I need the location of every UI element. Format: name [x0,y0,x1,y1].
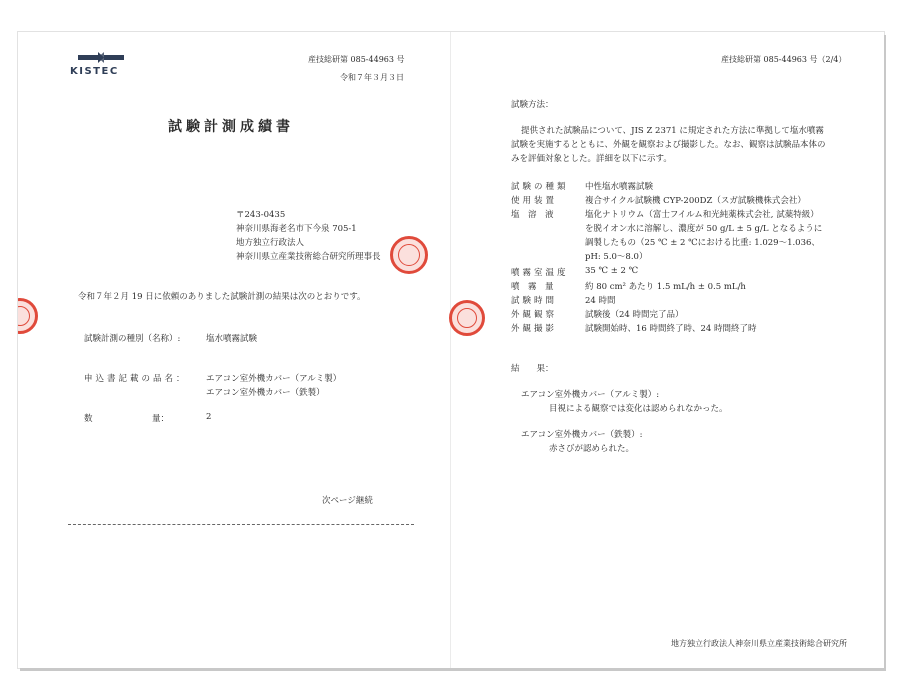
condition-value: 35 ℃ ± 2 ℃ [585,266,639,276]
condition-label: 外観撮影 [511,324,558,334]
field-label: 申込書記載の品名： [84,374,188,384]
continued-note: 次ページ継続 [322,496,373,506]
institute-footer: 地方独立行政法人神奈川県立産業技術総合研究所 [671,639,847,648]
condition-value: 複合サイクル試験機 CYP-200DZ（スガ試験機株式会社） [585,196,806,206]
condition-label: 噴 霧 量 [511,282,554,292]
result-item: エアコン室外機カバー（鉄製）: [521,430,643,440]
field-value: エアコン室外機カバー（アルミ製） [206,374,342,384]
address-line: 神奈川県立産業技術総合研究所理事長 [236,252,381,262]
condition-value: 塩化ナトリウム（富士フイルム和光純薬株式会社, 試薬特級） [585,210,819,220]
condition-value: 試験開始時、16 時間終了時、24 時間終了時 [585,324,757,334]
doc-number: 産技総研第 085-44963 号 [308,55,405,64]
partial-seal-icon [18,298,40,334]
logo-mark-icon [78,52,124,64]
condition-value: 24 時間 [585,296,616,306]
intro-text: 令和７年２月 19 日に依頼のありました試験計測の結果は次のとおりです。 [78,292,366,302]
condition-value: 調製したもの（25 ℃ ± 2 ℃における比重: 1.029～1.036、 [585,238,820,248]
dashed-divider [68,524,414,525]
method-text: 試験を実施するとともに、外観を観察および撮影した。なお、観察は試験品本体の [511,140,826,150]
document-spread [18,32,884,668]
kistec-logo-icon [70,52,130,82]
condition-value: 中性塩水噴霧試験 [585,182,654,192]
method-text: みを評価対象とした。詳細を以下に示す。 [511,154,672,164]
field-label: 数 量： [84,414,170,424]
field-value: 2 [206,412,212,422]
official-seal-icon [390,236,428,274]
condition-value: pH: 5.0～8.0） [585,252,648,262]
method-heading: 試験方法： [511,100,554,110]
left-page [18,32,450,668]
condition-label: 噴霧室温度 [511,268,569,278]
official-seal-icon [449,300,485,336]
result-finding: 目視による観察では変化は認められなかった。 [549,404,728,414]
page-title: 試験計測成績書 [168,119,294,135]
condition-label: 外観観察 [511,310,558,320]
address-line: 地方独立行政法人 [236,238,305,248]
field-value: エアコン室外機カバー（鉄製） [206,388,325,398]
result-heading: 結 果： [511,364,554,374]
doc-number: 産技総研第 085-44963 号（2/4） [721,55,847,64]
address-line: 神奈川県海老名市下今泉 705-1 [236,224,357,234]
condition-value: 約 80 cm² あたり 1.5 mL/h ± 0.5 mL/h [585,282,746,292]
right-page [451,32,884,668]
logo-text: KISTEC [70,66,119,77]
result-finding: 赤さびが認められた。 [549,444,635,454]
condition-label: 試験時間 [511,296,558,306]
method-text: 提供された試験品について、JIS Z 2371 に規定された方法に準拠して塩水噴霧 [521,126,824,136]
field-label: 試験計測の種別（名称）: [84,334,181,344]
condition-value: 試験後（24 時間完了品） [585,310,684,320]
field-value: 塩水噴霧試験 [206,334,258,344]
address-line: 〒243-0435 [236,210,286,220]
condition-value: を脱イオン水に溶解し、濃度が 50 g/L ± 5 g/L となるように [585,224,823,234]
issue-date: 令和７年３月３日 [340,73,404,82]
condition-label: 使用装置 [511,196,558,206]
condition-label: 試験の種類 [511,182,569,192]
result-item: エアコン室外機カバー（アルミ製）: [521,390,660,400]
condition-label: 塩 溶 液 [511,210,554,220]
